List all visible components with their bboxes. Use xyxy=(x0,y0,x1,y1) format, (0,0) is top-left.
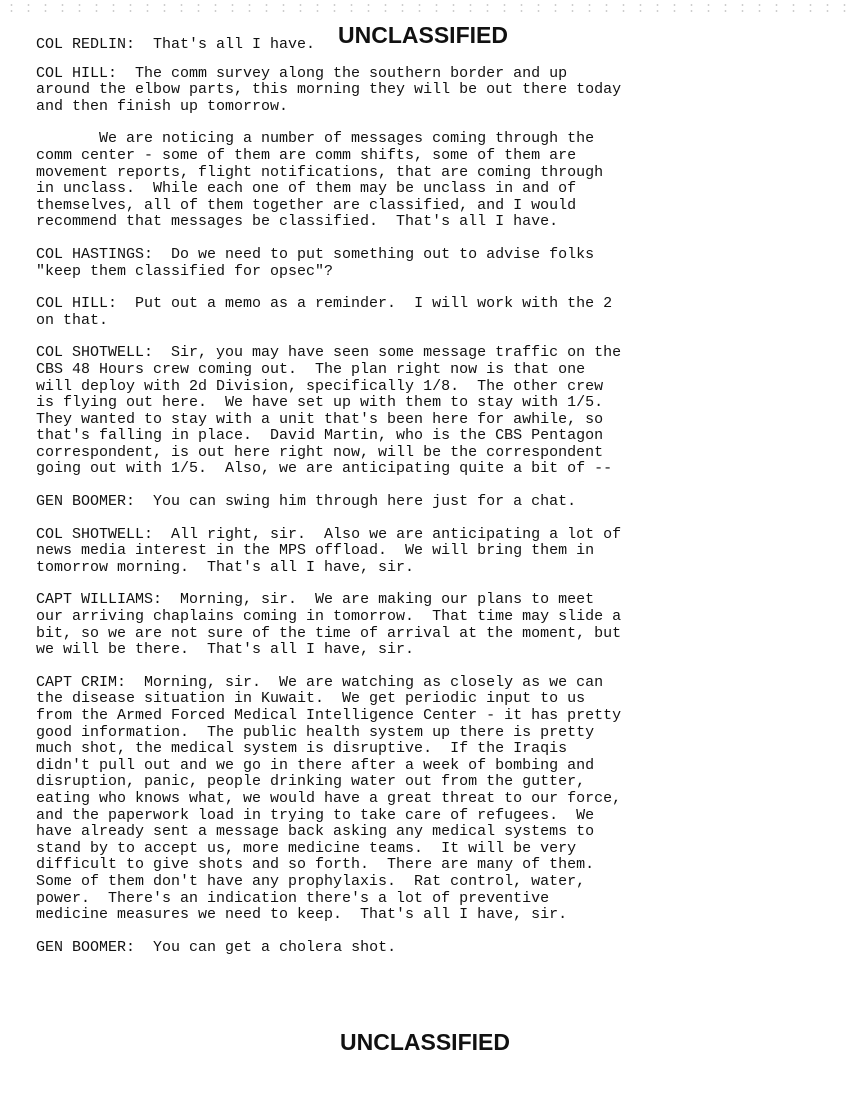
paragraph-line: have already sent a message back asking any medical systems to xyxy=(36,823,595,841)
paragraph-line: They wanted to stay with a unit that's been here for awhile, so xyxy=(36,410,604,428)
paragraph-line: disruption, panic, people drinking water out from the gutter, xyxy=(36,773,586,791)
transcript-paragraph xyxy=(36,675,836,924)
paragraph-line: Some of them don't have any prophylaxis. Rat control, water, xyxy=(36,872,586,890)
transcript-paragraph xyxy=(36,527,836,577)
paragraph-line: You can get a cholera shot. xyxy=(135,938,397,956)
transcript-paragraph xyxy=(36,37,836,54)
paragraph-line: news media interest in the MPS offload. We will bring them in xyxy=(36,542,595,560)
paragraph-line: The comm survey along the southern border and up xyxy=(117,64,568,82)
paragraph-line: the disease situation in Kuwait. We get periodic input to us xyxy=(36,690,586,708)
paragraph-line: "keep them classified for opsec"? xyxy=(36,262,334,280)
transcript-paragraph xyxy=(36,296,836,329)
paragraph-line: tomorrow morning. That's all I have, sir. xyxy=(36,558,415,576)
paragraph-line: on that. xyxy=(36,311,109,329)
scan-noise xyxy=(0,0,850,14)
transcript-body xyxy=(36,37,836,956)
paragraph-line: themselves, all of them together are classified, and I would xyxy=(36,196,577,214)
paragraph-line: our arriving chaplains coming in tomorrow. That time may slide a xyxy=(36,608,622,626)
paragraph-line: and the paperwork load in trying to take care of refugees. We xyxy=(36,806,595,824)
speaker-label: COL SHOTWELL: xyxy=(36,344,154,362)
speaker-label: CAPT CRIM: xyxy=(36,673,127,691)
classification-marking-top: UNCLASSIFIED xyxy=(338,22,508,48)
paragraph-line: from the Armed Forced Medical Intelligence Center - it has pretty xyxy=(36,707,622,724)
paragraph-line: around the elbow parts, this morning they will be out there today xyxy=(36,81,622,99)
paragraph-line: movement reports, flight notifications, that are coming through xyxy=(36,163,604,181)
paragraph-line: correspondent, is out here right now, will be the correspondent xyxy=(36,443,604,461)
transcript-paragraph xyxy=(36,345,836,478)
speaker-label: COL HASTINGS: xyxy=(36,245,154,263)
paragraph-line: Morning, sir. We are making our plans to meet xyxy=(162,591,595,609)
paragraph-line: much shot, the medical system is disruptive. If the Iraqis xyxy=(36,740,568,758)
paragraph-line: You can swing him through here just for a chat. xyxy=(135,493,577,511)
speaker-label: COL HILL: xyxy=(36,64,118,82)
paragraph-line: in unclass. While each one of them may be unclass in and of xyxy=(36,180,577,198)
speaker-label: COL HILL: xyxy=(36,295,118,313)
paragraph-line: difficult to give shots and so forth. There are many of them. xyxy=(36,856,595,874)
paragraph-line: bit, so we are not sure of the time of arrival at the moment, but xyxy=(36,624,622,642)
transcript-paragraph xyxy=(36,940,836,957)
transcript-paragraph xyxy=(36,592,836,658)
speaker-label: COL REDLIN: xyxy=(36,36,136,53)
paragraph-line: that's falling in place. David Martin, who is the CBS Pentagon xyxy=(36,427,604,445)
speaker-label: GEN BOOMER: xyxy=(36,493,136,511)
paragraph-line: CBS 48 Hours crew coming out. The plan right now is that one xyxy=(36,360,586,378)
paragraph-line: going out with 1/5. Also, we are anticipating quite a bit of -- xyxy=(36,460,613,478)
paragraph-line: Sir, you may have seen some message traffic on the xyxy=(153,344,622,362)
paragraph-line: we will be there. That's all I have, sir. xyxy=(36,641,415,659)
paragraph-line: eating who knows what, we would have a great threat to our force, xyxy=(36,789,622,807)
speaker-label: GEN BOOMER: xyxy=(36,938,136,956)
classification-marking-bottom: UNCLASSIFIED xyxy=(340,1029,510,1055)
speaker-label: COL SHOTWELL: xyxy=(36,525,154,543)
paragraph-line: Morning, sir. We are watching as closely as we can xyxy=(126,673,604,691)
paragraph-line: medicine measures we need to keep. That's all I have, sir. xyxy=(36,906,568,924)
transcript-paragraph xyxy=(36,494,836,511)
paragraph-line: is flying out here. We have set up with them to stay with 1/5. xyxy=(36,394,604,412)
paragraph-line: That's all I have. xyxy=(135,36,316,53)
paragraph-line: will deploy with 2d Division, specifically 1/8. The other crew xyxy=(36,377,604,395)
paragraph-line: All right, sir. Also we are anticipating a lot of xyxy=(153,525,622,543)
speaker-label: CAPT WILLIAMS: xyxy=(36,591,163,609)
paragraph-line: didn't pull out and we go in there after a week of bombing and xyxy=(36,756,595,774)
paragraph-line: Put out a memo as a reminder. I will work with the 2 xyxy=(117,295,613,313)
transcript-paragraph xyxy=(36,66,836,116)
paragraph-line: stand by to accept us, more medicine teams. It will be very xyxy=(36,839,577,857)
paragraph-line: and then finish up tomorrow. xyxy=(36,97,289,115)
paragraph-line: good information. The public health system up there is pretty xyxy=(36,723,595,741)
transcript-paragraph xyxy=(36,247,836,280)
transcript-paragraph xyxy=(36,131,836,231)
paragraph-line: Do we need to put something out to advise folks xyxy=(153,245,595,263)
paragraph-line: power. There's an indication there's a lot of preventive xyxy=(36,889,550,907)
paragraph-line: comm center - some of them are comm shifts, some of them are xyxy=(36,146,577,164)
paragraph-line: recommend that messages be classified. That's all I have. xyxy=(36,213,559,231)
paragraph-line: We are noticing a number of messages coming through the xyxy=(36,130,595,148)
